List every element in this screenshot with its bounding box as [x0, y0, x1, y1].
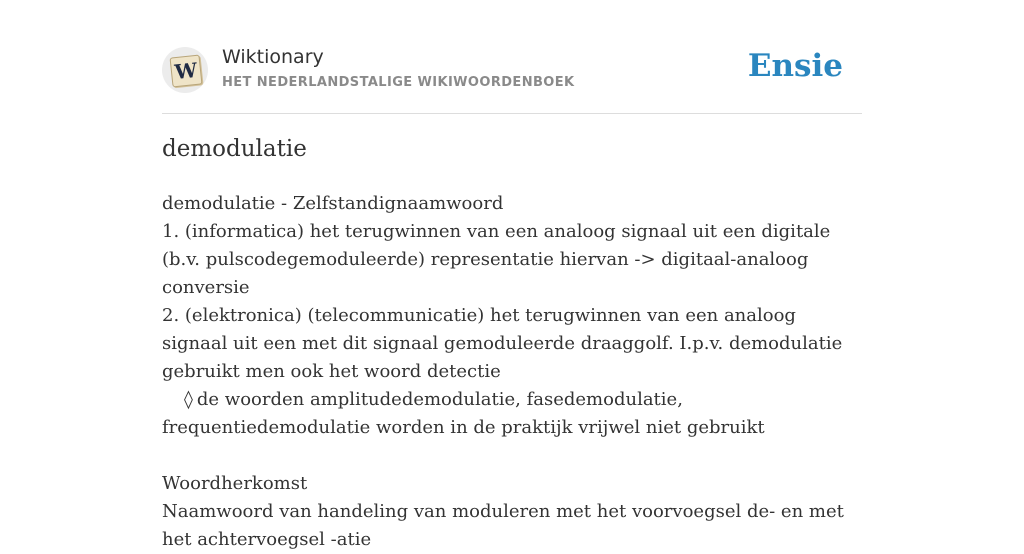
logo-tile: W — [170, 55, 203, 88]
page-title: demodulatie — [162, 136, 307, 162]
usage-note — [162, 386, 862, 442]
ensie-brand-logo[interactable]: Ensie — [747, 48, 843, 84]
site-subtitle: HET NEDERLANDSTALIGE WIKIWOORDENBOEK — [222, 75, 575, 90]
etymology-heading: Woordherkomst — [162, 473, 308, 494]
site-name[interactable]: Wiktionary — [222, 46, 324, 68]
definition-2: 2. (elektronica) (telecommunicatie) het terugwinnen van een analoog signaal uit een met dit signaal gemoduleerde draaggolf. I.p.v. demodulatie gebruikt men ook het woord detectie — [162, 305, 843, 382]
etymology-text: Naamwoord van handeling van moduleren met het voorvoegsel de- en met het achtervoegsel -atie — [162, 501, 844, 550]
usage-note-text: de woorden amplitudedemodulatie, fasedemodulatie, frequentiedemodulatie worden in de praktijk vrijwel niet gebruikt — [162, 389, 765, 438]
wiktionary-logo-icon[interactable] — [162, 47, 208, 93]
definition-1: 1. (informatica) het terugwinnen van een analoog signaal uit een digitale (b.v. pulscodegemoduleerde) representatie hiervan -> digitaal-analoog conversie — [162, 221, 831, 298]
word-class-line: demodulatie - Zelfstandignaamwoord — [162, 193, 504, 214]
entry-content — [162, 190, 862, 554]
header-divider — [162, 113, 862, 114]
diamond-icon: ◊ — [184, 389, 193, 410]
site-header — [162, 44, 862, 96]
spacer — [162, 442, 862, 470]
